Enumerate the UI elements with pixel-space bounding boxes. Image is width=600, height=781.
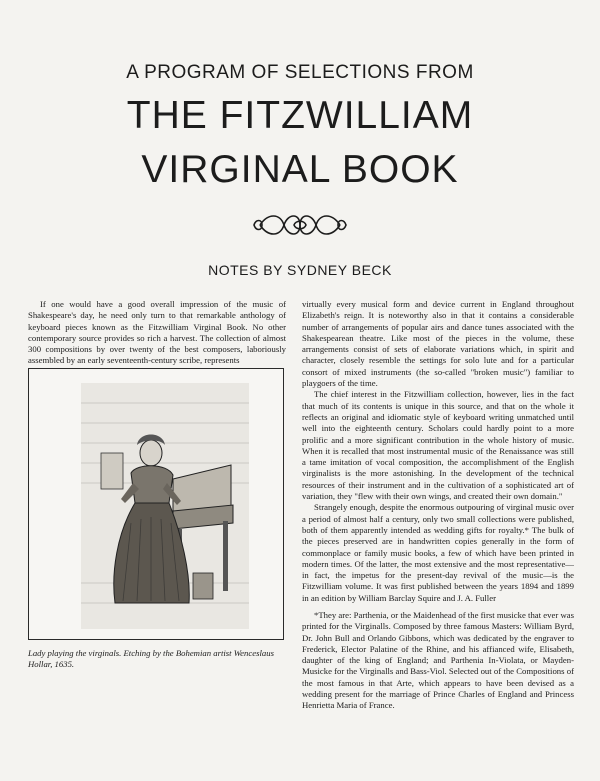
page-title-line-2: VIRGINAL BOOK: [141, 148, 459, 191]
page-title-line-1: THE FITZWILLIAM: [126, 94, 474, 137]
figure-frame: [28, 368, 284, 640]
caption-text: Lady playing the virginals. Etching by the Bohemian artist Wenceslaus Hollar, 1635.: [28, 648, 274, 670]
etching-of-lady-playing-virginals-icon: [81, 383, 249, 629]
program-kicker: A PROGRAM OF SELECTIONS FROM: [126, 62, 474, 83]
body-paragraph-2: The chief interest in the Fitzwilliam collection, however, lies in the fact that much of its contents is unique in this source, and that on the whole it reflects an original and idiomatic style of keyboard writing unmatched until well into the eighteenth century. Scholars could hardly point to a more prolific and a more significant contribution in the whole history of music. When it is recalled that most instrumental music of the Renaissance was still a tame imitation of vocal composition, the accomplishment of the English virginalists is the more astonishing. In the development of the technical resources of their instrument and in the cultivation of a sophisticated art of variation, they "flew with their own wings, and created their own domain.": [302, 389, 574, 502]
left-column: [28, 299, 286, 367]
right-column: [302, 299, 574, 604]
byline: NOTES BY SYDNEY BECK: [208, 262, 392, 278]
footnote: [302, 610, 574, 712]
figure-caption: [28, 648, 284, 671]
footnote-text: *They are: Parthenia, or the Maidenhead of the first musicke that ever was printed for the Virginalls. Composed by three famous Masters: William Byrd, Dr. John Bull and Orlando Gibbons, which was dedicated by the engraver to Frederick, Elector Palatine of the Rhine, and his affianced wife, Elisabeth, daughter of the king of England; and Parthenia In-Violata, or Mayden-Musicke for the Virginalls and Bass-Viol. Selected out of the Compositions of the most famous in that Arte, which appears to have been devised as a wedding present for the marriage of Prince Charles of England and Princess Henrietta Maria of France.: [302, 610, 574, 711]
body-paragraph-1: virtually every musical form and device current in England throughout Elizabeth's reign. It is noteworthy also in that it contains a considerable number of arrangements of popular airs and dance tunes associated with the Shakespearean theatre. Like most of the pieces in the volume, these arrangements consist of sets of elaborate variations which, in spirit and character, closely resemble the settings for solo lute and for a particular consort of mixed instruments (the so-called "broken music") familiar to playgoers of the time.: [302, 299, 574, 389]
ornament-icon: [250, 205, 350, 245]
body-paragraph-3: Strangely enough, despite the enormous outpouring of virginal music over a period of almost half a century, only two small collections were published, both of them apparently intended as wedding gifts for royalty.* The bulk of the pieces preserved are in handwritten copies generally in the form of commonplace or family music books, a few of which have been printed in modern times. Of the latter, the most extensive and the most representative—in fact, the impetus for the present-day revival of the music—is the Fitzwilliam volume. It was first published between the years 1894 and 1899 in an edition by William Barclay Squire and J. A. Fuller: [302, 502, 574, 603]
intro-paragraph: If one would have a good overall impression of the music of Shakespeare's day, he need only turn to that remarkable anthology of keyboard pieces known as the Fitzwilliam Virginal Book. No other contemporary source provides so rich a harvest. The collection of almost 300 compositions by over twenty of the best composers, laboriously assembled by an early seventeenth-century scribe, represents: [28, 299, 286, 366]
